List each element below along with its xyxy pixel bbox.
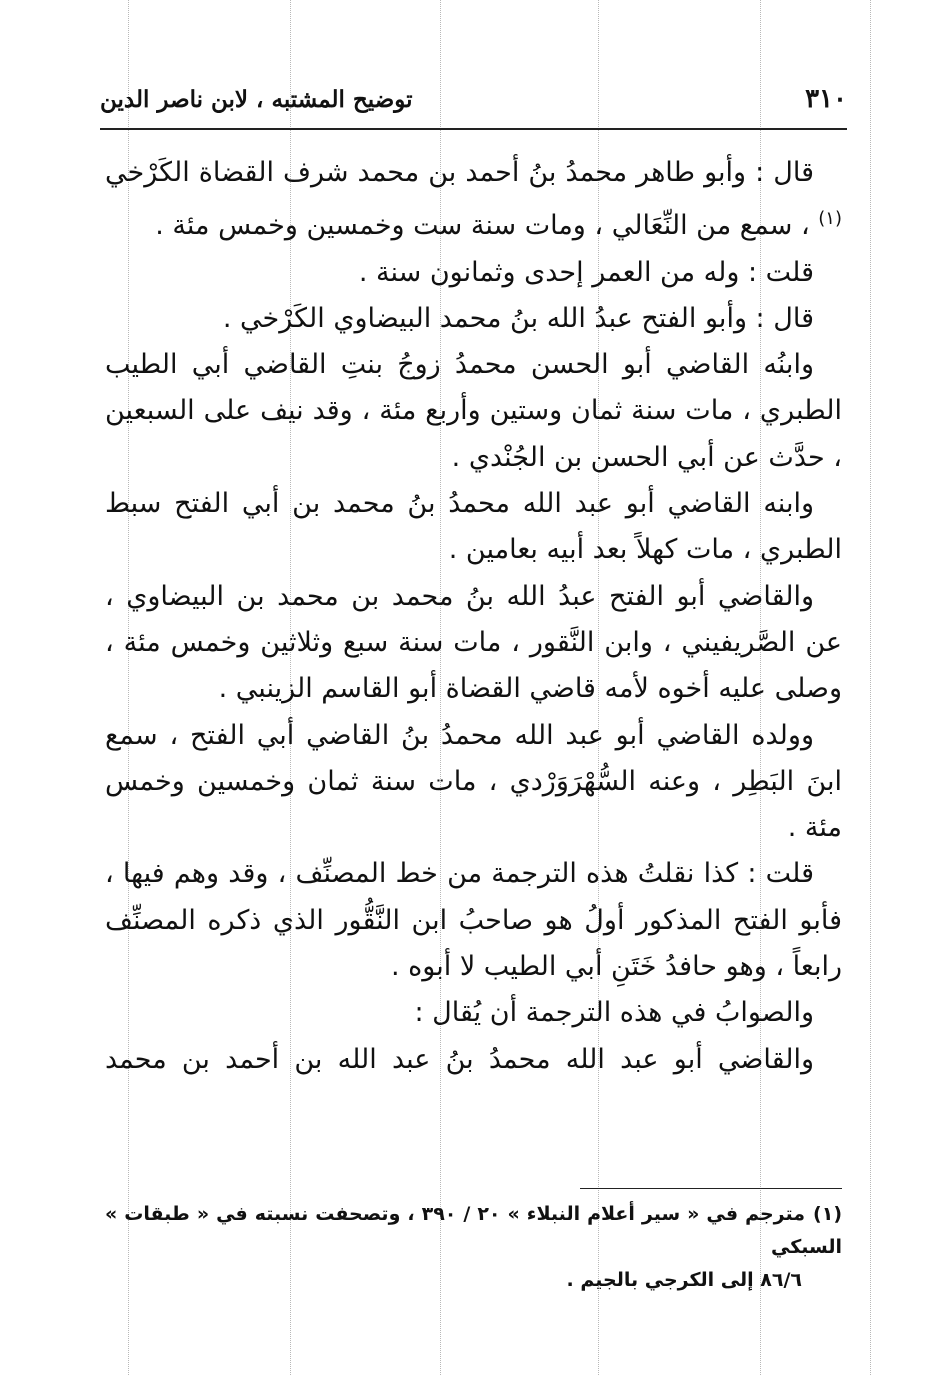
paragraph-text: قال : وأبو طاهر محمدُ بنُ أحمد بن محمد شرف القضاة الكَرْخي bbox=[105, 157, 814, 188]
paragraph: قلت : وله من العمر إحدى وثمانون سنة . bbox=[358, 256, 814, 288]
running-title: توضيح المشتبه ، لابن ناصر الدين bbox=[100, 86, 413, 113]
paragraph-text: ، سمع من النِّعَالي ، ومات سنة ست وخمسين وخمس مئة . bbox=[155, 210, 810, 242]
body-text bbox=[105, 150, 842, 1083]
footnote-continuation: ٨٦/٦ إلى الكرجي بالجيم . bbox=[566, 1269, 802, 1291]
paragraph: قلت : كذا نقلتُ هذه الترجمة من خط المصنِّف ، وقد وهم فيها ، فأبو الفتح المذكور أولُ هو صاحبُ ابن النَّقُّور الذي ذكره المصنِّف رابعاً ، وهو حافدُ خَتَنِ أبي الطيب لا أبوه . bbox=[105, 858, 842, 983]
guide-line bbox=[870, 0, 871, 1375]
page-number: ٣١٠ bbox=[805, 84, 847, 114]
paragraph: وولده القاضي أبو عبد الله محمدُ بنُ القاضي أبي الفتح ، سمع ابنَ البَطِر ، وعنه السُّهْرَوَرْدي ، مات سنة ثمان وخمسين وخمس مئة . bbox=[105, 719, 842, 844]
paragraph: قال : وأبو الفتح عبدُ الله بنُ محمد البيضاوي الكَرْخي . bbox=[222, 302, 814, 334]
paragraph: وابنه القاضي أبو عبد الله محمدُ بنُ محمد بن أبي الفتح سبط الطبري ، مات كهلاً بعد أبيه بعامين . bbox=[105, 488, 842, 566]
footnote-label: (١) bbox=[813, 1203, 843, 1225]
footnotes bbox=[105, 1198, 842, 1297]
paragraph: وابنُه القاضي أبو الحسن محمدُ زوجُ بنتِ القاضي أبي الطيب الطبري ، مات سنة ثمان وستين وأربع مئة ، وقد نيف على السبعين ، حدَّث عن أبي الحسن بن الجُنْدي . bbox=[105, 349, 842, 473]
paragraph bbox=[105, 150, 842, 250]
footnote-text: مترجم في « سير أعلام النبلاء » ٢٠ / ٣٩٠ ، وتصحفت نسبته في « طبقات » السبكي bbox=[105, 1203, 842, 1258]
header-rule bbox=[100, 128, 847, 130]
page-header bbox=[100, 78, 847, 126]
paragraph: والقاضي أبو الفتح عبدُ الله بنُ محمد بن محمد بن البيضاوي ، عن الصَّريفيني ، وابن النَّقور ، مات سنة سبع وثلاثين وخمس مئة ، وصلى عليه أخوه لأمه قاضي القضاة أبو القاسم الزينبي . bbox=[105, 580, 842, 705]
footnote bbox=[105, 1198, 842, 1264]
paragraph: والصوابُ في هذه الترجمة أن يُقال : bbox=[414, 997, 814, 1029]
footnote-rule bbox=[580, 1188, 842, 1189]
footnote-reference: (١) bbox=[818, 208, 842, 230]
paragraph: والقاضي أبو عبد الله محمدُ بنُ عبد الله بن أحمد بن محمد bbox=[105, 1043, 814, 1075]
